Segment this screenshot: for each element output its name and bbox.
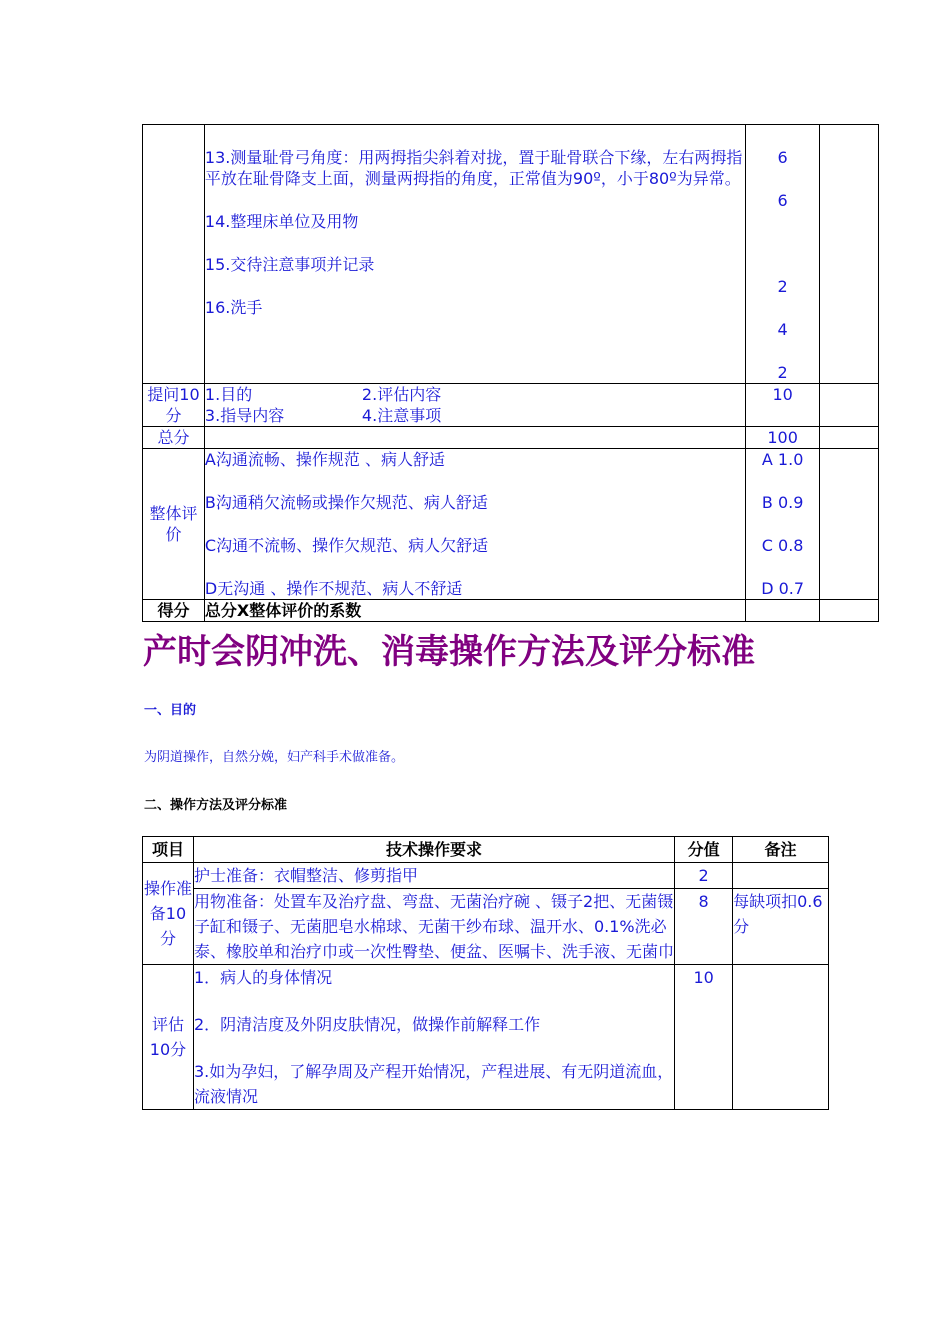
step-score: 6	[777, 148, 788, 167]
table-row	[143, 965, 829, 1110]
table-row	[143, 889, 829, 965]
overall-level: D无沟通 、操作不规范、病人不舒适	[204, 579, 463, 598]
header-note: 备注	[733, 837, 829, 863]
assess-note	[733, 965, 829, 1110]
step-score: 2	[777, 277, 788, 296]
prep-requirement: 用物准备：处置车及治疗盘、弯盘、无菌治疗碗 、镊子2把、无菌镊子缸和镊子、无菌肥皂水棉球、无菌干纱布球、温开水、0.1%洗必泰、橡胶单和治疗巾或一次性臀垫、便盆、医嘱卡、洗手液、无菌巾	[193, 889, 674, 965]
score-cell	[746, 125, 820, 384]
overall-coef: A 1.0	[761, 450, 804, 469]
question-score: 10	[746, 384, 820, 427]
scoring-table-continued	[142, 124, 879, 622]
section-text-purpose: 为阴道操作，自然分娩，妇产科手术做准备。	[144, 750, 405, 765]
step-score: 2	[777, 363, 788, 382]
prep-note: 每缺项扣0.6分	[733, 889, 829, 965]
overall-label: 整体评价	[143, 449, 205, 600]
assess-item: 1．病人的身体情况	[193, 968, 333, 987]
assess-score: 10	[675, 965, 733, 1110]
overall-level: B沟通稍欠流畅或操作欠规范、病人舒适	[204, 493, 488, 512]
assess-items	[193, 965, 674, 1110]
final-score	[746, 600, 820, 622]
header-requirement: 技术操作要求	[193, 837, 674, 863]
section-heading-method: 二、操作方法及评分标准	[144, 798, 288, 813]
note-cell	[820, 449, 879, 600]
final-label: 得分	[143, 600, 205, 622]
step-score	[746, 233, 819, 254]
total-score: 100	[746, 427, 820, 449]
table-row	[143, 449, 879, 600]
table-row	[143, 125, 879, 384]
overall-level: A沟通流畅、操作规范 、病人舒适	[204, 450, 445, 469]
question-item: 1.目的	[204, 385, 253, 404]
question-items	[204, 384, 745, 427]
assess-label: 评估10分	[143, 965, 194, 1110]
assess-item: 3.如为孕妇，了解孕周及产程开始情况，产程进展、有无阴道流血，流液情况	[193, 1062, 674, 1106]
prep-score: 2	[675, 863, 733, 889]
step-13: 13.测量耻骨弓角度：用两拇指尖斜着对拢，置于耻骨联合下缘，左右两拇指平放在耻骨降支上面，测量两拇指的角度，正常值为90º，小于80º为异常。	[204, 148, 743, 188]
step-score: 6	[777, 191, 788, 210]
prep-requirement: 护士准备：衣帽整洁、修剪指甲	[193, 863, 674, 889]
header-score: 分值	[675, 837, 733, 863]
note-cell	[820, 600, 879, 622]
note-cell	[820, 427, 879, 449]
overall-coefs	[746, 449, 820, 600]
final-text: 总分X整体评价的系数	[204, 600, 745, 622]
note-cell	[820, 125, 879, 384]
question-label: 提问10分	[143, 384, 205, 427]
step-15: 15.交待注意事项并记录	[204, 255, 375, 274]
steps-cell	[204, 125, 745, 384]
table-row	[143, 600, 879, 622]
overall-coef: B 0.9	[761, 493, 804, 512]
section-heading-purpose: 一、目的	[144, 703, 197, 718]
prep-score: 8	[675, 889, 733, 965]
step-16: 16.洗手	[204, 298, 263, 317]
overall-coef: D 0.7	[761, 579, 805, 598]
overall-level: C沟通不流畅、操作欠规范、病人欠舒适	[204, 536, 489, 555]
total-label: 总分	[143, 427, 205, 449]
total-cell	[204, 427, 745, 449]
header-item: 项目	[143, 837, 194, 863]
note-cell	[820, 384, 879, 427]
step-score: 4	[777, 320, 788, 339]
table-row	[143, 863, 829, 889]
question-item: 2.评估内容	[361, 385, 442, 404]
item-cell	[143, 125, 205, 384]
prep-label: 操作准备10分	[143, 863, 194, 965]
document-title: 产时会阴冲洗、消毒操作方法及评分标准	[143, 632, 755, 672]
question-item: 4.注意事项	[361, 406, 442, 425]
table-row	[143, 427, 879, 449]
overall-coef: C 0.8	[761, 536, 804, 555]
assess-item: 2．阴清洁度及外阴皮肤情况，做操作前解释工作	[193, 1015, 541, 1034]
scoring-table	[142, 836, 829, 1110]
table-header-row	[143, 837, 829, 863]
table-row	[143, 384, 879, 427]
question-item: 3.指导内容	[204, 406, 285, 425]
overall-levels	[204, 449, 745, 600]
prep-note	[733, 863, 829, 889]
step-14: 14.整理床单位及用物	[204, 212, 359, 231]
